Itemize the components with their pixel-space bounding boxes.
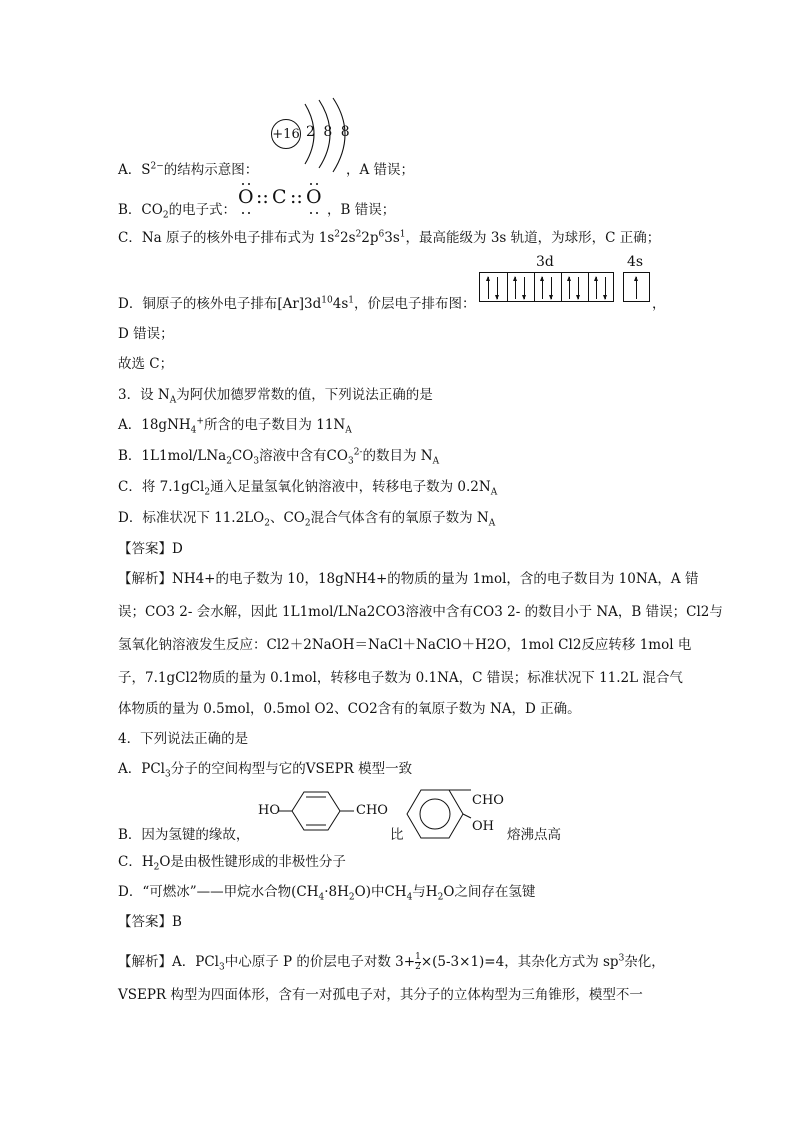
option-d-line [118,295,476,313]
option-d-tail: ， [652,296,666,312]
q4-explanation-2: VSEPR 构型为四面体形，含有一对孤电子对，其分子的立体构型为三角锥形，模型不一 [118,987,643,1003]
option-d-line2: D 错误； [118,326,174,342]
benzene-ring-1 [278,790,354,836]
text: O是由极性键形成的非极性分子 [159,854,346,870]
q4-option-c [118,853,346,871]
option-a-line [118,161,258,179]
q3-option-c [118,478,497,496]
text: A．18gNH [118,417,191,433]
spin-up-arrow [542,277,543,299]
choose-line: 故选 C； [118,356,174,372]
spin-up-arrow [569,277,570,299]
fraction-denominator: 2 [415,962,421,972]
option-a-text: 的结构示意图： [163,162,259,178]
option-b-prefix: B．CO [118,202,163,218]
q3-stem [118,386,433,404]
mol1-ho-label: HO [258,803,280,818]
text: 的数目为 N [362,448,433,464]
option-c-text: ，最高能级为 3s 轨道，为球形，C 正确； [405,230,661,246]
sub: 3 [347,456,354,467]
sup: 6 [378,229,385,240]
sup: 1 [348,295,355,306]
orbital-text: 4s [332,296,349,312]
spin-up-arrow [488,277,489,299]
answer-label: 【答案】 [118,541,172,557]
orbital-box-3d [479,272,614,302]
sub: 4 [190,425,197,436]
sup: + [196,416,204,427]
text: 杂化， [624,954,665,970]
sup: 2- [353,447,363,458]
sub: 2 [304,518,311,529]
spin-down-arrow [551,277,552,299]
sub: A [490,487,498,498]
text: B．1L1mol/LNa [118,448,227,464]
answer-value: D [172,541,183,557]
orbital-label-3d: 3d [536,254,554,270]
sub: 4 [318,892,325,903]
sup: 2 [334,229,341,240]
spin-down-arrow [605,277,606,299]
text: ·8H [324,884,349,900]
option-b-text: 的电子式： [168,202,237,218]
sub: 2 [437,892,444,903]
sup: 2 [355,229,362,240]
explanation-text: NH4+的电子数为 10，18gNH4+的物质的量为 1mol，含的电子数目为 10NA，A 错 [172,571,699,587]
text: 中心原子 P 的价层电子对数 3+ [224,954,416,970]
text: 混合气体含有的氧原子数为 N [310,510,489,526]
explanation-label: 【解析】 [118,571,172,587]
sub: 2 [264,518,270,529]
q4-option-d [118,883,535,901]
orbital-text: 2s [340,230,356,246]
text: A．PCl [118,761,165,777]
q3-explanation-4: 子，7.1gCl2物质的量为 0.1mol，转移电子数为 0.1NA，C 错误；标准状况下 11.2L 混合气 [118,670,683,686]
fraction-numerator: 1 [415,952,421,962]
sub: 4 [406,892,413,903]
sub: A [432,456,440,467]
option-b-tail: ，B 错误； [327,202,396,218]
spin-up-arrow [515,277,516,299]
sup: 10 [321,295,333,306]
orbital-box-4s [623,272,650,302]
q4-explanation-1 [118,953,665,972]
option-a-prefix: A．S [118,162,151,178]
q3-answer [118,540,183,558]
orbital-text: 2p [361,230,379,246]
sub: 2 [348,892,355,903]
text: 溶液中含有CO [259,448,348,464]
sub: 3 [164,769,171,780]
q3-explanation-1 [118,570,698,588]
text: A．PCl [172,954,219,970]
sup: 3 [618,953,625,964]
text: C．将 7.1gCl [118,479,205,495]
q3-explanation-2: 误；CO3 2- 会水解，因此 1L1mol/LNa2CO3溶液中含有CO3 2- 的数目小于 NA，B 错误；Cl2与 [118,604,723,620]
text: 与H [412,884,438,900]
answer-label: 【答案】 [118,914,172,930]
answer-value: B [172,914,182,930]
spin-down-arrow [578,277,579,299]
text: C．H [118,854,154,870]
spin-down-arrow [524,277,525,299]
lewis-oxygen-left: O [238,186,254,208]
lewis-oxygen-right: O [306,186,322,208]
sub: A [169,395,177,406]
text: CO [231,448,254,464]
text: ×(5-3×1)=4，其杂化方式为 sp [420,954,619,970]
q4-option-a [118,760,412,778]
option-d-prefix: D．铜原子的核外电子排布[Ar]3d [118,296,322,312]
lewis-carbon: C [272,186,287,208]
text: D．标准状况下 11.2LO [118,510,265,526]
text: 所含的电子数目为 11N [203,417,346,433]
orbital-label-4s: 4s [627,254,644,270]
text: 分子的空间构型与它的VSEPR 模型一致 [170,761,413,777]
spin-up-arrow [596,277,597,299]
sub: 2 [226,456,232,467]
q3-stem-pre: 3．设 N [118,387,170,403]
option-b-line [118,201,236,219]
q3-option-a [118,416,352,434]
charge-sup: 2− [150,161,164,172]
sub: A [488,518,496,529]
nucleus-charge: +16 [272,126,300,142]
text: D．“可燃冰”——甲烷水合物(CH [118,884,319,900]
lewis-bond-left: :: [256,186,269,208]
sub: 2 [153,862,160,873]
sub: A [345,425,352,436]
q4-option-b-mid: 比 [390,827,404,843]
text: O之间存在氢键 [443,884,536,900]
text: 、CO [269,510,305,526]
q3-stem-text: 为阿伏加德罗常数的值，下列说法正确的是 [176,387,433,403]
benzene-ring-2 [405,784,473,846]
sub: 2 [204,487,211,498]
explanation-label: 【解析】 [118,954,172,970]
orbital-text: 3s [384,230,400,246]
spin-down-arrow [497,277,498,299]
option-c-prefix: C．Na 原子的核外电子排布式为 1s [118,230,335,246]
q4-option-b: B．因为氢键的缘故， [118,827,250,843]
shell-electron-counts: 2 8 8 [306,124,352,140]
mol2-cho-label: CHO [472,793,504,808]
q3-option-d [118,509,495,527]
q3-explanation-3: 氢氧化钠溶液发生反应：Cl2＋2NaOH＝NaCl＋NaClO＋H2O，1mol Cl2反应转移 1mol 电 [118,637,692,653]
mol1-cho-label: CHO [356,803,388,818]
text: 通入足量氢氧化钠溶液中，转移电子数为 0.2N [210,479,491,495]
q4-stem: 4．下列说法正确的是 [118,731,249,747]
q4-answer [118,913,182,931]
option-c-line [118,229,660,247]
mol2-oh-label: OH [472,819,494,834]
text: O)中CH [354,884,407,900]
option-a-tail: ，A 错误； [346,162,415,178]
q4-option-b-post: 熔沸点高 [507,827,561,843]
spin-up-arrow [636,277,637,299]
lewis-bond-right: :: [290,186,303,208]
q3-option-b [118,447,439,465]
sub: 3 [218,962,225,973]
sup: 1 [399,229,406,240]
subscript: 2 [162,210,169,221]
q3-explanation-5: 体物质的量为 0.5mol，0.5mol O2、CO2含有的氧原子数为 NA，D 正确。 [118,701,581,717]
option-d-text: ，价层电子排布图： [354,296,476,312]
sub: 3 [253,456,260,467]
